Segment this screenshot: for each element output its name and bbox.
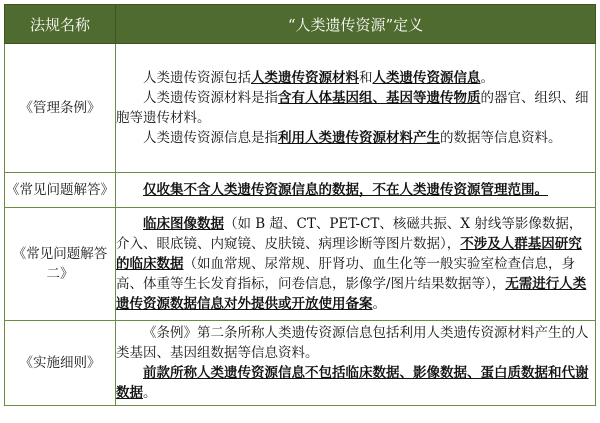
table-row (5, 321, 596, 406)
definition-paragraph: 人类遗传资源材料是指含有人体基因组、基因等遗传物质的器官、组织、细胞等遗传材料。 (116, 90, 589, 126)
table-row (5, 208, 596, 321)
regulation-name: 《实施细则》 (5, 321, 116, 406)
definition-paragraph: 临床图像数据（如 B 超、CT、PET-CT、核磁共振、X 射线等影像数据，介入、眼底镜、内窥镜、皮肤镜、病理诊断等图片数据），不涉及人群基因研究的临床数据（如血常规、尿常规、肝肾功、血生化等一般实验室检查信息，身高、体重等生长发育指标，问卷信息，影像学/图片结果数据等），无需进行人类遗传资源数据信息对外提供或开放使用备案。 (116, 216, 587, 312)
underlined-term: 含有人体基因组、基因等遗传物质 (278, 90, 481, 106)
definition-paragraph: 人类遗传资源信息是指利用人类遗传资源材料产生的数据等信息资料。 (143, 130, 562, 146)
regulation-name: 《管理条例》 (5, 44, 116, 173)
underlined-term: 不涉及人群基因研究的临床数据 (116, 236, 582, 272)
underlined-term: 无需进行人类遗传资源数据信息对外提供或开放使用备案 (116, 276, 587, 312)
definition-cell (116, 321, 596, 406)
underlined-term: 前款所称人类遗传资源信息不包括临床数据、影像数据、蛋白质数据和代谢数据 (116, 365, 589, 401)
underlined-term: 人类遗传资源材料 (251, 70, 359, 86)
definition-paragraph: 前款所称人类遗传资源信息不包括临床数据、影像数据、蛋白质数据和代谢数据。 (116, 365, 589, 401)
header-definition: “人类遗传资源”定义 (116, 5, 596, 44)
table-row (5, 173, 596, 208)
regulation-table (4, 4, 596, 406)
table-row (5, 44, 596, 173)
table-header-row (5, 5, 596, 44)
header-regulation-name: 法规名称 (5, 5, 116, 44)
regulation-name: 《常见问题解答二》 (5, 208, 116, 321)
definition-paragraph (116, 180, 595, 200)
underlined-term: 临床图像数据 (143, 216, 224, 232)
regulation-name: 《常见问题解答》 (5, 173, 116, 208)
underlined-term: 利用人类遗传资源材料产生 (278, 130, 440, 146)
definition-paragraph: 人类遗传资源包括人类遗传资源材料和人类遗传资源信息。 (143, 70, 494, 86)
definition-paragraph: 《条例》第二条所称人类遗传资源信息包括利用人类遗传资源材料产生的人类基因、基因组数据等信息资料。 (116, 325, 589, 361)
underlined-term: 人类遗传资源信息 (372, 70, 481, 86)
definition-cell (116, 44, 596, 173)
underlined-term: 仅收集不含人类遗传资源信息的数据，不在人类遗传资源管理范围。 (143, 182, 548, 198)
definition-cell (116, 208, 596, 321)
definition-cell (116, 173, 596, 208)
